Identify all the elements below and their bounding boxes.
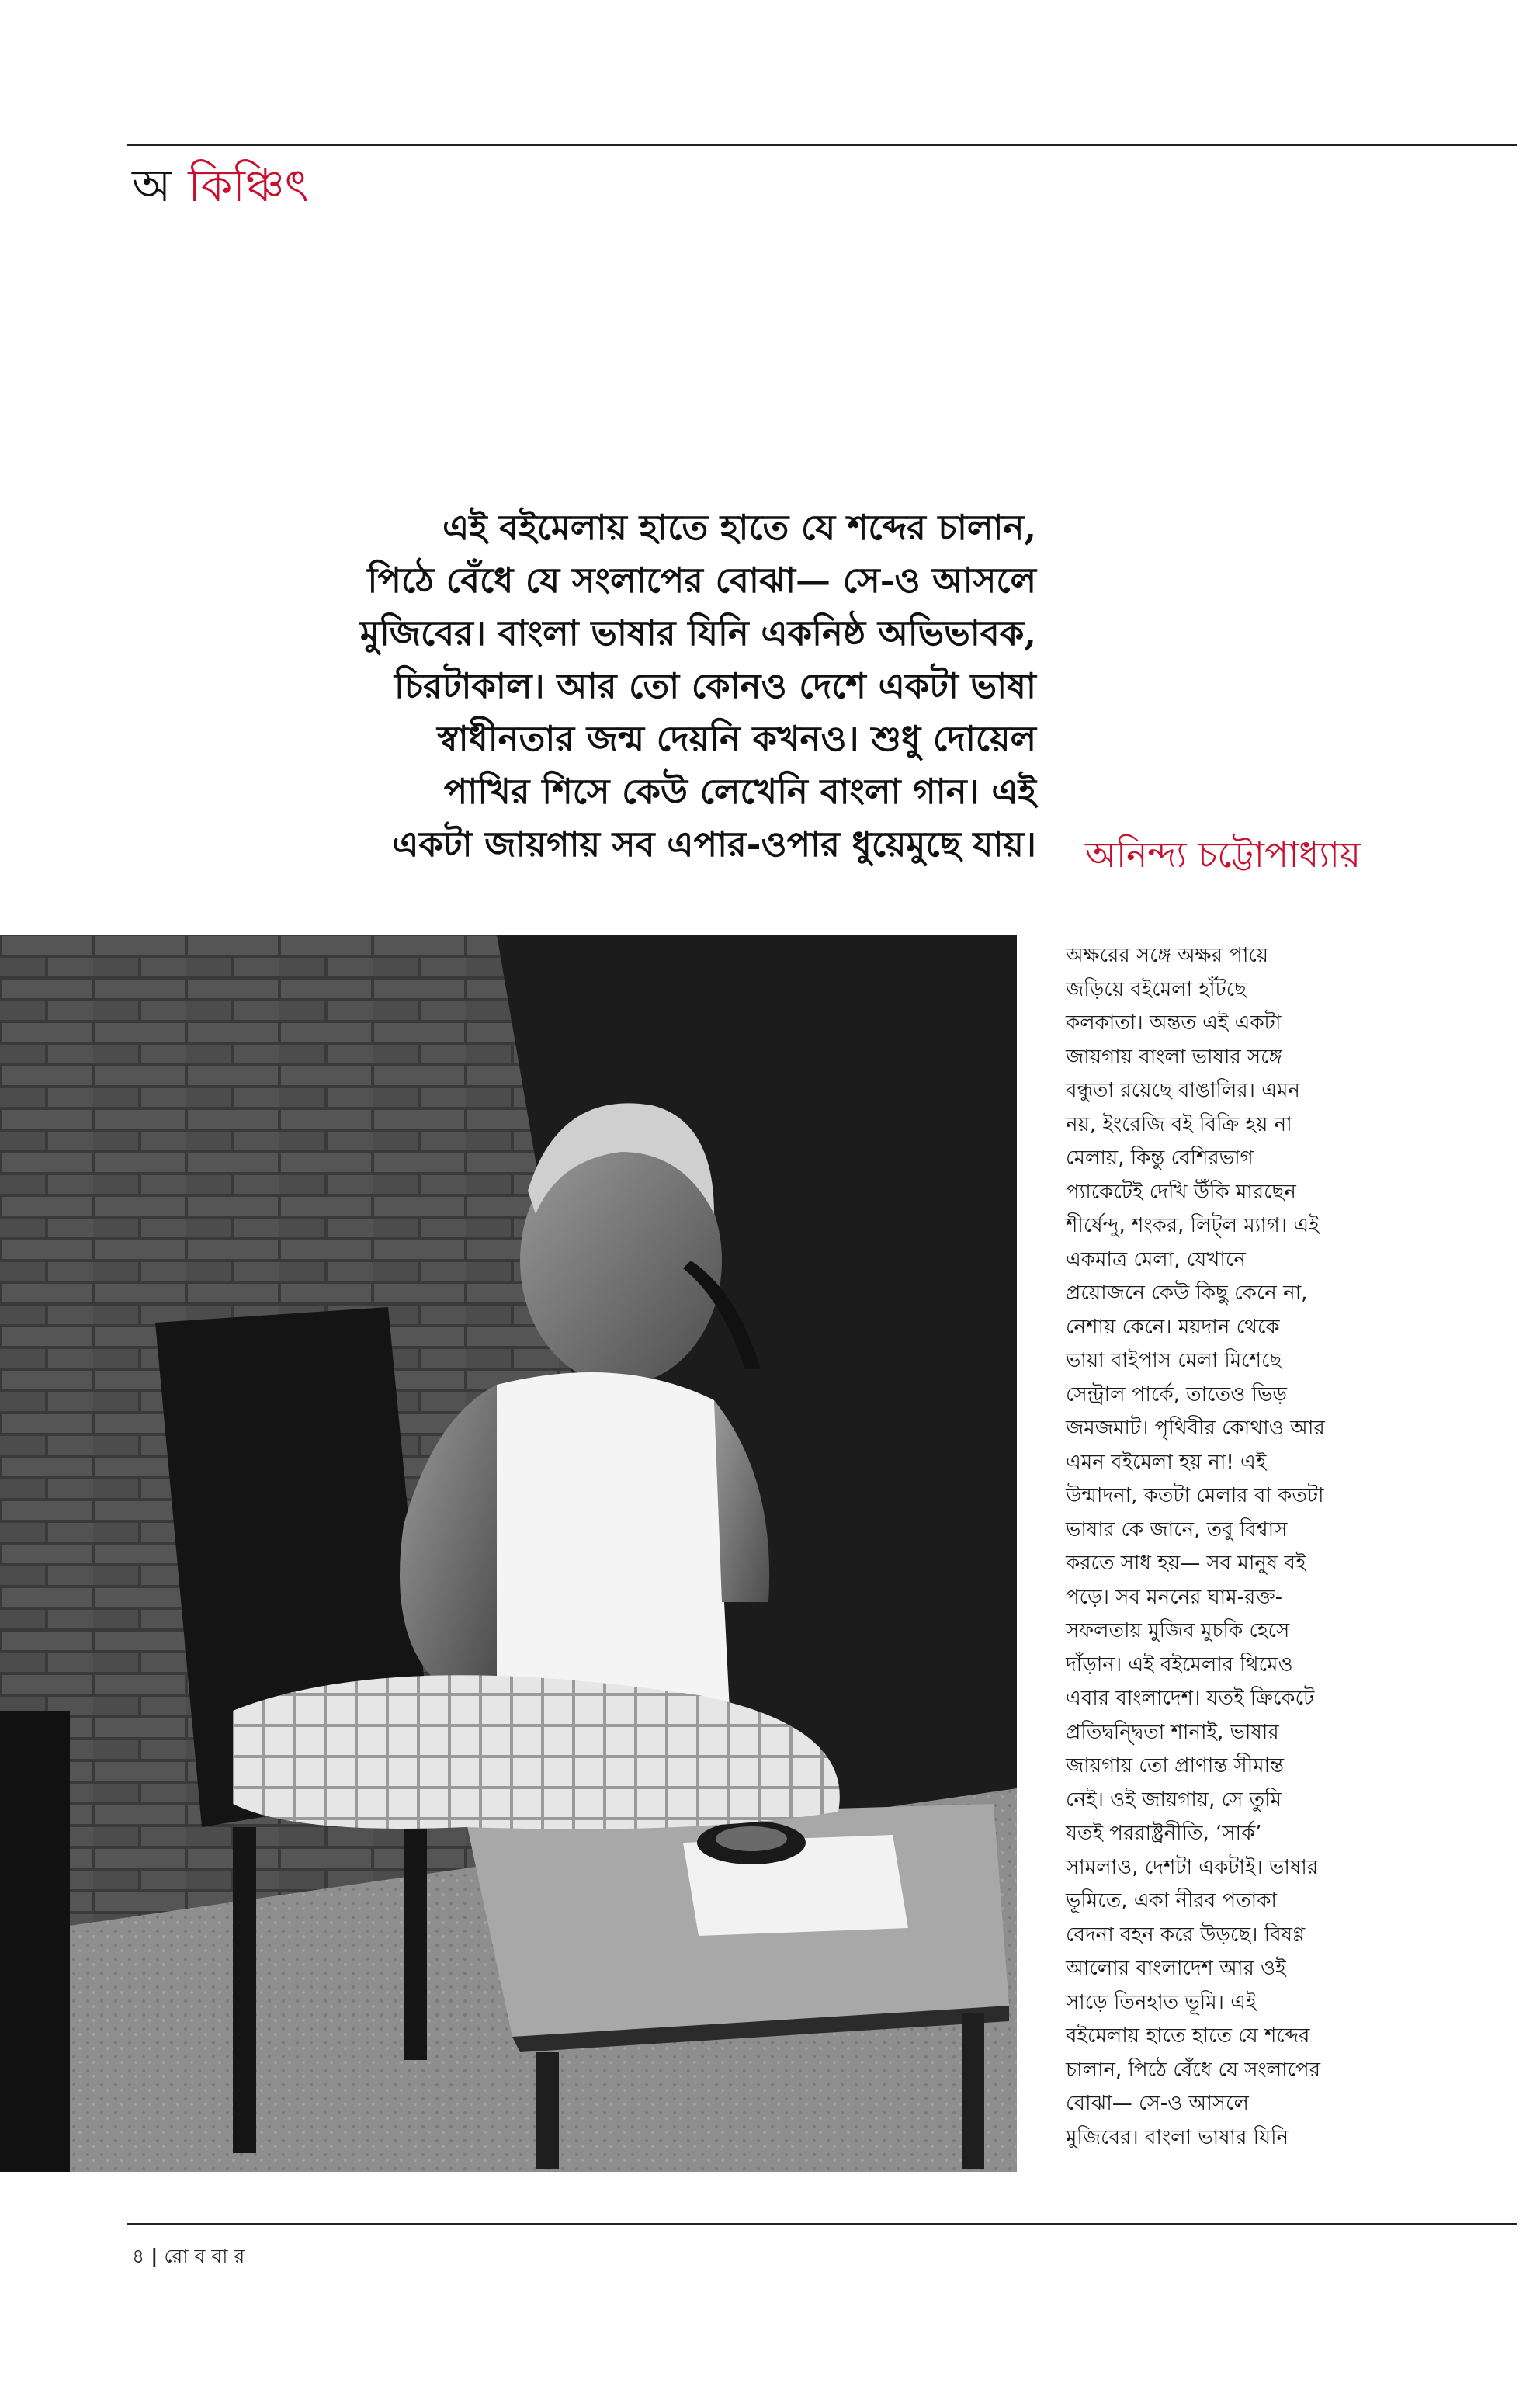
body-line: সেন্ট্রাল পার্কে, তাতেও ভিড়	[1066, 1382, 1287, 1406]
body-line: যতই পররাষ্ট্রনীতি, ‘সার্ক’	[1066, 1822, 1262, 1845]
body-line: পড়ে। সব মননের ঘাম-রক্ত-	[1066, 1585, 1282, 1609]
pull-quote-line: পিঠে বেঁধে যে সংলাপের বোঝা— সে-ও আসলে	[367, 560, 1036, 601]
body-line: বইমেলায় হাতে হাতে যে শব্দের	[1066, 2024, 1310, 2048]
body-line: নেশায় কেনে। ময়দান থেকে	[1066, 1315, 1280, 1339]
pull-quote	[233, 501, 1036, 871]
body-line: এমন বইমেলা হয় না! এই	[1066, 1450, 1267, 1474]
body-line: সাড়ে তিনহাত ভূমি। এই	[1066, 1990, 1257, 2014]
pull-quote-line: একটা জায়গায় সব এপার-ওপার ধুয়েমুছে যায়।	[392, 824, 1036, 865]
pull-quote-line: মুজিবের। বাংলা ভাষার যিনি একনিষ্ঠ অভিভাবক,	[359, 612, 1036, 654]
body-line: প্রতিদ্বন্দ্বিতা শানাই, ভাষার	[1066, 1720, 1279, 1744]
section-header	[132, 159, 309, 212]
article-body	[1066, 939, 1485, 2155]
portrait-photo	[0, 935, 1017, 2172]
body-line: জড়িয়ে বইমেলা হাঁটছে	[1066, 977, 1247, 1001]
pull-quote-line: পাখির শিসে কেউ লেখেনি বাংলা গান। এই	[443, 771, 1036, 812]
body-line: কলকাতা। অন্তত এই একটা	[1066, 1011, 1282, 1035]
body-line: এবার বাংলাদেশ। যতই ক্রিকেটে	[1066, 1687, 1315, 1710]
body-line: নেই। ওই জায়গায়, সে তুমি	[1066, 1788, 1282, 1812]
bottom-rule	[127, 2223, 1517, 2225]
body-line: জমজমাট। পৃথিবীর কোথাও আর	[1066, 1417, 1325, 1440]
pull-quote-line: স্বাধীনতার জন্ম দেয়নি কখনও। শুধু দোয়েল	[437, 718, 1036, 759]
body-line: শীর্ষেন্দু, শংকর, লিট্‌ল ম্যাগ। এই	[1066, 1214, 1320, 1237]
body-line: আলোর বাংলাদেশ আর ওই	[1066, 1957, 1286, 1980]
body-line: মেলায়, কিন্তু বেশিরভাগ	[1066, 1146, 1254, 1170]
body-line: বন্ধুতা রয়েছে বাঙালির। এমন	[1066, 1079, 1300, 1102]
body-line: ভায়া বাইপাস মেলা মিশেছে	[1066, 1349, 1282, 1372]
body-line: প্যাকেটেই দেখি উঁকি মারছেন	[1066, 1180, 1296, 1204]
body-line: ভাষার কে জানে, তবু বিশ্বাস	[1066, 1517, 1288, 1542]
body-line: প্রয়োজনে কেউ কিছু কেনে না,	[1066, 1281, 1308, 1305]
body-line: একমাত্র মেলা, যেখানে	[1066, 1247, 1246, 1271]
body-line: জায়গায় তো প্রাণান্ত সীমান্ত	[1066, 1754, 1285, 1777]
body-line: মুজিবের। বাংলা ভাষার যিনি	[1066, 2125, 1289, 2149]
magazine-name: রো ব বা র	[164, 2245, 245, 2267]
page-footer	[132, 2246, 245, 2266]
section-name: কিঞ্চিৎ	[188, 159, 309, 212]
body-line: করতে সাধ হয়— সব মানুষ বই	[1066, 1552, 1306, 1575]
top-rule	[127, 144, 1517, 146]
body-line: দাঁড়ান। এই বইমেলার থিমেও	[1066, 1653, 1293, 1677]
pull-quote-line: এই বইমেলায় হাতে হাতে যে শব্দের চালান,	[442, 507, 1036, 548]
body-line: সামলাও, দেশটা একটাই। ভাষার	[1066, 1855, 1319, 1879]
body-line: উন্মাদনা, কতটা মেলার বা কতটা	[1066, 1484, 1324, 1507]
body-line: ভূমিতে, একা নীরব পতাকা	[1066, 1889, 1277, 1913]
body-line: সফলতায় মুজিব মুচকি হেসে	[1066, 1619, 1290, 1642]
author-byline: অনিন্দ্য চট্টোপাধ্যায়	[1085, 834, 1361, 876]
body-line: অক্ষরের সঙ্গে অক্ষর পায়ে	[1066, 944, 1269, 967]
body-line: চালান, পিঠে বেঁধে যে সংলাপের	[1066, 2058, 1320, 2082]
pull-quote-line: চিরটাকাল। আর তো কোনও দেশে একটা ভাষা	[394, 665, 1036, 706]
body-line: জায়গায় বাংলা ভাষার সঙ্গে	[1066, 1045, 1282, 1069]
footer-separator: |	[151, 2245, 158, 2267]
section-prefix: অ	[132, 159, 172, 212]
photo-illustration	[0, 935, 1017, 2172]
body-line: বোঝা— সে-ও আসলে	[1066, 2092, 1249, 2115]
body-line: বেদনা বহন করে উড়ছে। বিষণ্ণ	[1066, 1923, 1306, 1947]
body-line: নয়, ইংরেজি বই বিক্রি হয় না	[1066, 1112, 1292, 1136]
page-number: ৪	[132, 2245, 145, 2267]
